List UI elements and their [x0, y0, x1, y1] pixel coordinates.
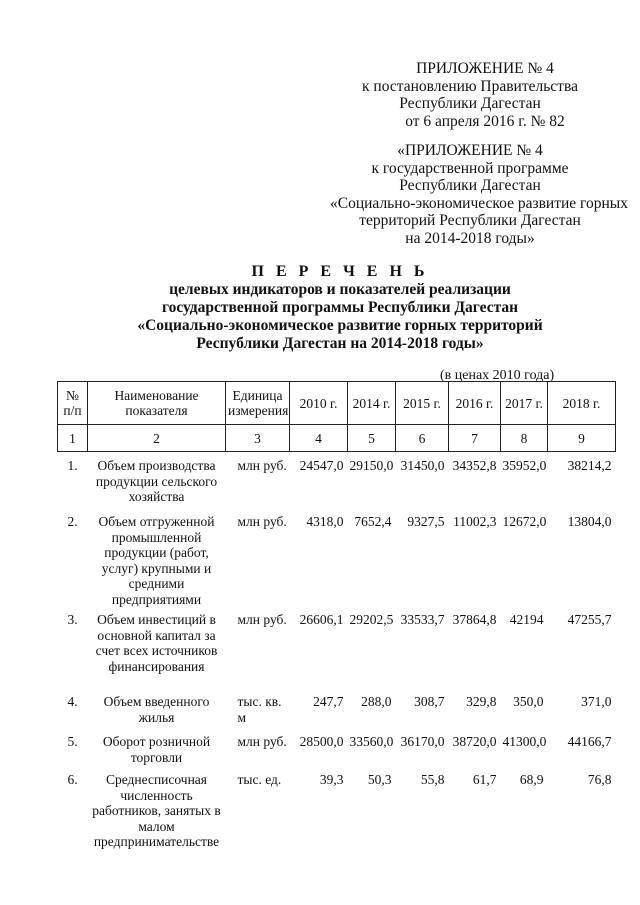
value-2016: 11002,3	[453, 514, 497, 529]
row-name: Объем производства продукции сельского хозяйства	[95, 458, 218, 504]
column-number: 8	[501, 425, 548, 452]
row-unit: млн руб.	[237, 612, 287, 627]
list-title	[60, 263, 620, 353]
value-2017: 41300,0	[502, 734, 547, 749]
value-2017: 42194	[509, 612, 544, 627]
column-number-row	[58, 425, 616, 452]
value-2018: 371,0	[581, 694, 612, 709]
header-2017: 2017 г.	[501, 382, 548, 425]
value-2016: 61,7	[472, 772, 497, 787]
table-row	[58, 612, 616, 694]
appendix-header	[330, 60, 628, 247]
price-note: (в ценах 2010 года)	[440, 368, 555, 383]
value-2018: 76,8	[587, 772, 612, 787]
row-unit: тыс. кв. м	[237, 694, 282, 725]
value-2016: 38720,0	[452, 734, 497, 749]
column-number: 5	[348, 425, 396, 452]
table-row	[58, 694, 616, 734]
row-name: Объем инвестиций в основной капитал за счет всех источников финансирования	[95, 612, 218, 674]
header-unit: Единица измерения	[226, 382, 290, 425]
program-appendix-line-3: Республики Дагестан	[399, 177, 541, 194]
row-num: 3.	[67, 612, 78, 627]
program-appendix-line-5: территорий Республики Дагестан	[359, 212, 581, 229]
value-2016: 34352,8	[452, 458, 497, 473]
row-unit: тыс. ед.	[237, 772, 282, 787]
column-number: 4	[290, 425, 348, 452]
appendix-title: ПРИЛОЖЕНИЕ № 4	[416, 60, 554, 77]
header-num: № п/п	[58, 382, 88, 425]
value-2014: 7652,4	[354, 514, 392, 529]
program-appendix-line-2: к государственной программе	[371, 159, 569, 177]
header-2015: 2015 г.	[396, 382, 449, 425]
list-title-line-1: целевых индикаторов и показателей реализации	[169, 281, 511, 298]
appendix-line-4: от 6 апреля 2016 г. № 82	[405, 112, 565, 130]
value-2010: 39,3	[319, 772, 344, 787]
table-row	[58, 458, 616, 514]
indicators-table	[57, 381, 616, 852]
row-num: 1.	[67, 458, 78, 473]
list-title-line-2: государственной программы Республики Дагестан	[161, 299, 519, 316]
value-2014: 288,0	[361, 694, 392, 709]
column-number: 1	[58, 425, 88, 452]
column-number: 9	[548, 425, 616, 452]
table-row	[58, 514, 616, 612]
value-2010: 26606,1	[299, 612, 344, 627]
row-num: 5.	[67, 734, 78, 749]
value-2018: 44166,7	[567, 734, 612, 749]
row-num: 2.	[67, 514, 78, 529]
row-name: Среднесписочная численность работников, занятых в малом предпринимательстве	[92, 772, 221, 849]
value-2016: 329,8	[466, 694, 497, 709]
value-2015: 55,8	[420, 772, 445, 787]
table-row	[58, 772, 616, 852]
header-name: Наименование показателя	[88, 382, 226, 425]
value-2014: 50,3	[367, 772, 392, 787]
row-name: Объем введенного жилья	[103, 694, 210, 725]
column-number: 2	[88, 425, 226, 452]
value-2015: 36170,0	[400, 734, 445, 749]
appendix-line-2: к постановлению Правительства	[362, 77, 578, 95]
header-2010: 2010 г.	[290, 382, 348, 425]
table-row	[58, 734, 616, 772]
value-2014: 29150,0	[349, 458, 394, 473]
list-title-line-4: Республики Дагестан на 2014-2018 годы»	[196, 335, 484, 352]
value-2010: 24547,0	[299, 458, 344, 473]
value-2015: 9327,5	[407, 514, 445, 529]
list-heading: П Е Р Е Ч Е Н Ь	[251, 263, 429, 280]
value-2010: 4318,0	[306, 514, 344, 529]
column-number: 3	[226, 425, 290, 452]
row-num: 6.	[67, 772, 78, 787]
header-2016: 2016 г.	[449, 382, 501, 425]
value-2017: 350,0	[513, 694, 544, 709]
value-2017: 35952,0	[502, 458, 547, 473]
table-header-row	[58, 382, 616, 425]
value-2018: 38214,2	[567, 458, 612, 473]
program-appendix-line-4: «Социально-экономическое развитие горных	[330, 194, 628, 212]
value-2015: 33533,7	[400, 612, 445, 627]
value-2010: 247,7	[313, 694, 344, 709]
value-2014: 33560,0	[349, 734, 394, 749]
value-2017: 68,9	[519, 772, 544, 787]
column-number: 6	[396, 425, 449, 452]
value-2015: 308,7	[414, 694, 445, 709]
appendix-line-3: Республики Дагестан	[399, 95, 541, 112]
value-2017: 12672,0	[502, 514, 547, 529]
program-appendix-title: «ПРИЛОЖЕНИЕ № 4	[397, 142, 543, 159]
value-2018: 47255,7	[567, 612, 612, 627]
row-name: Объем отгруженной промышленной продукции (работ, услуг) крупными и средними предприятиями	[98, 514, 215, 607]
value-2015: 31450,0	[400, 458, 445, 473]
row-unit: млн руб.	[237, 458, 287, 473]
row-unit: млн руб.	[237, 734, 287, 749]
program-appendix-line-6: на 2014-2018 годы»	[405, 229, 535, 247]
list-title-line-3: «Социально-экономическое развитие горных территорий	[137, 317, 543, 334]
row-unit: млн руб.	[237, 514, 287, 529]
header-2014: 2014 г.	[348, 382, 396, 425]
row-name: Оборот розничной торговли	[102, 734, 211, 765]
value-2016: 37864,8	[452, 612, 497, 627]
value-2014: 29202,5	[349, 612, 394, 627]
value-2010: 28500,0	[299, 734, 344, 749]
header-2018: 2018 г.	[548, 382, 616, 425]
value-2018: 13804,0	[567, 514, 612, 529]
column-number: 7	[449, 425, 501, 452]
row-num: 4.	[67, 694, 78, 709]
